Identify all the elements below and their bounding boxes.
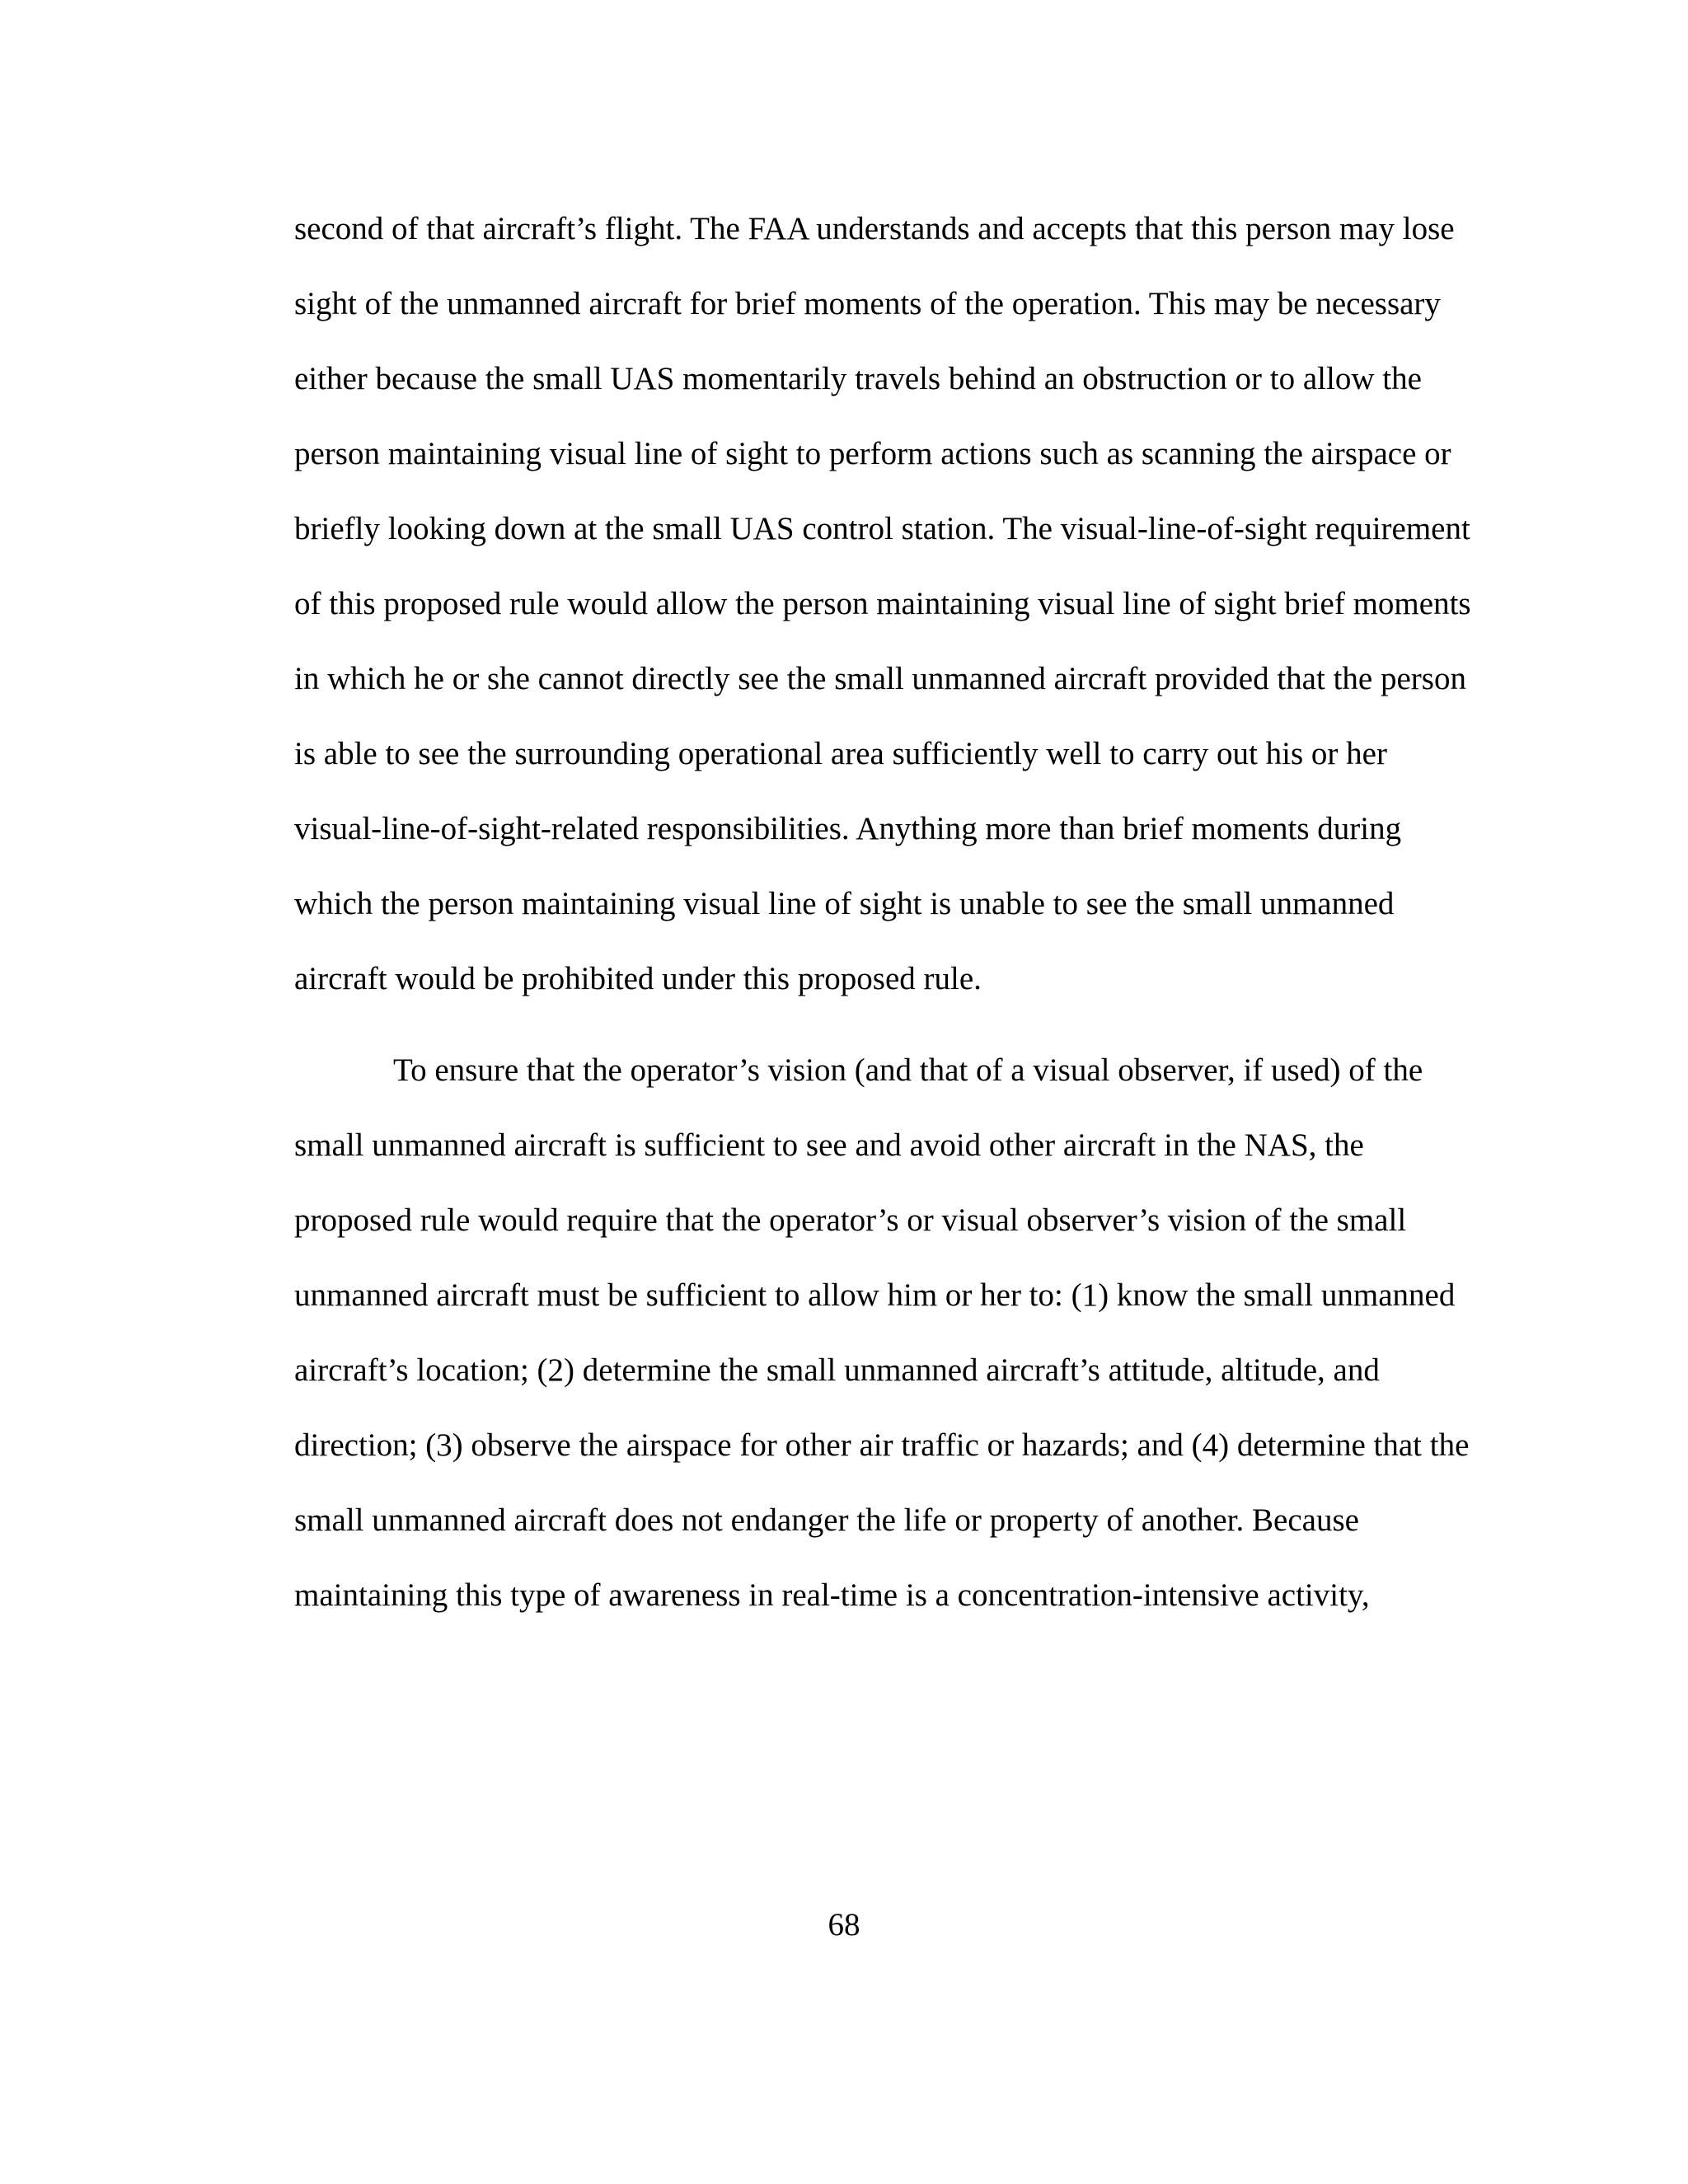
- paragraph-2: [294, 1033, 1498, 1633]
- text-line: second of that aircraft’s flight. The FAA understands and accepts that this person may lose: [294, 211, 1455, 246]
- body-text: [294, 191, 1498, 1633]
- text-line: aircraft would be prohibited under this proposed rule.: [294, 961, 982, 996]
- text-line: direction; (3) observe the airspace for other air traffic or hazards; and (4) determine that the: [294, 1427, 1470, 1463]
- text-line: of this proposed rule would allow the person maintaining visual line of sight brief moments: [294, 586, 1471, 621]
- text-line-indented: To ensure that the operator’s vision (and that of a visual observer, if used) of the: [393, 1052, 1423, 1088]
- text-line: person maintaining visual line of sight to perform actions such as scanning the airspace or: [294, 436, 1451, 471]
- text-line: small unmanned aircraft does not endanger the life or property of another. Because: [294, 1502, 1359, 1538]
- text-line: aircraft’s location; (2) determine the small unmanned aircraft’s attitude, altitude, and: [294, 1352, 1380, 1388]
- text-line: which the person maintaining visual line of sight is unable to see the small unmanned: [294, 886, 1395, 921]
- text-line: small unmanned aircraft is sufficient to see and avoid other aircraft in the NAS, the: [294, 1127, 1364, 1163]
- text-line: briefly looking down at the small UAS control station. The visual-line-of-sight requirement: [294, 511, 1470, 546]
- paragraph-spacer: [294, 1016, 1498, 1033]
- text-line: proposed rule would require that the operator’s or visual observer’s vision of the small: [294, 1202, 1407, 1238]
- text-line: unmanned aircraft must be sufficient to allow him or her to: (1) know the small unmanned: [294, 1277, 1456, 1313]
- text-line: in which he or she cannot directly see the small unmanned aircraft provided that the person: [294, 661, 1466, 696]
- text-line: maintaining this type of awareness in real-time is a concentration-intensive activity,: [294, 1577, 1370, 1613]
- text-line: sight of the unmanned aircraft for brief moments of the operation. This may be necessary: [294, 286, 1441, 321]
- text-line: is able to see the surrounding operational area sufficiently well to carry out his or her: [294, 736, 1387, 771]
- paragraph-1: [294, 191, 1498, 1016]
- text-line: either because the small UAS momentarily travels behind an obstruction or to allow the: [294, 361, 1422, 396]
- text-line: visual-line-of-sight-related responsibilities. Anything more than brief moments during: [294, 811, 1402, 846]
- page-number: 68: [828, 1907, 860, 1943]
